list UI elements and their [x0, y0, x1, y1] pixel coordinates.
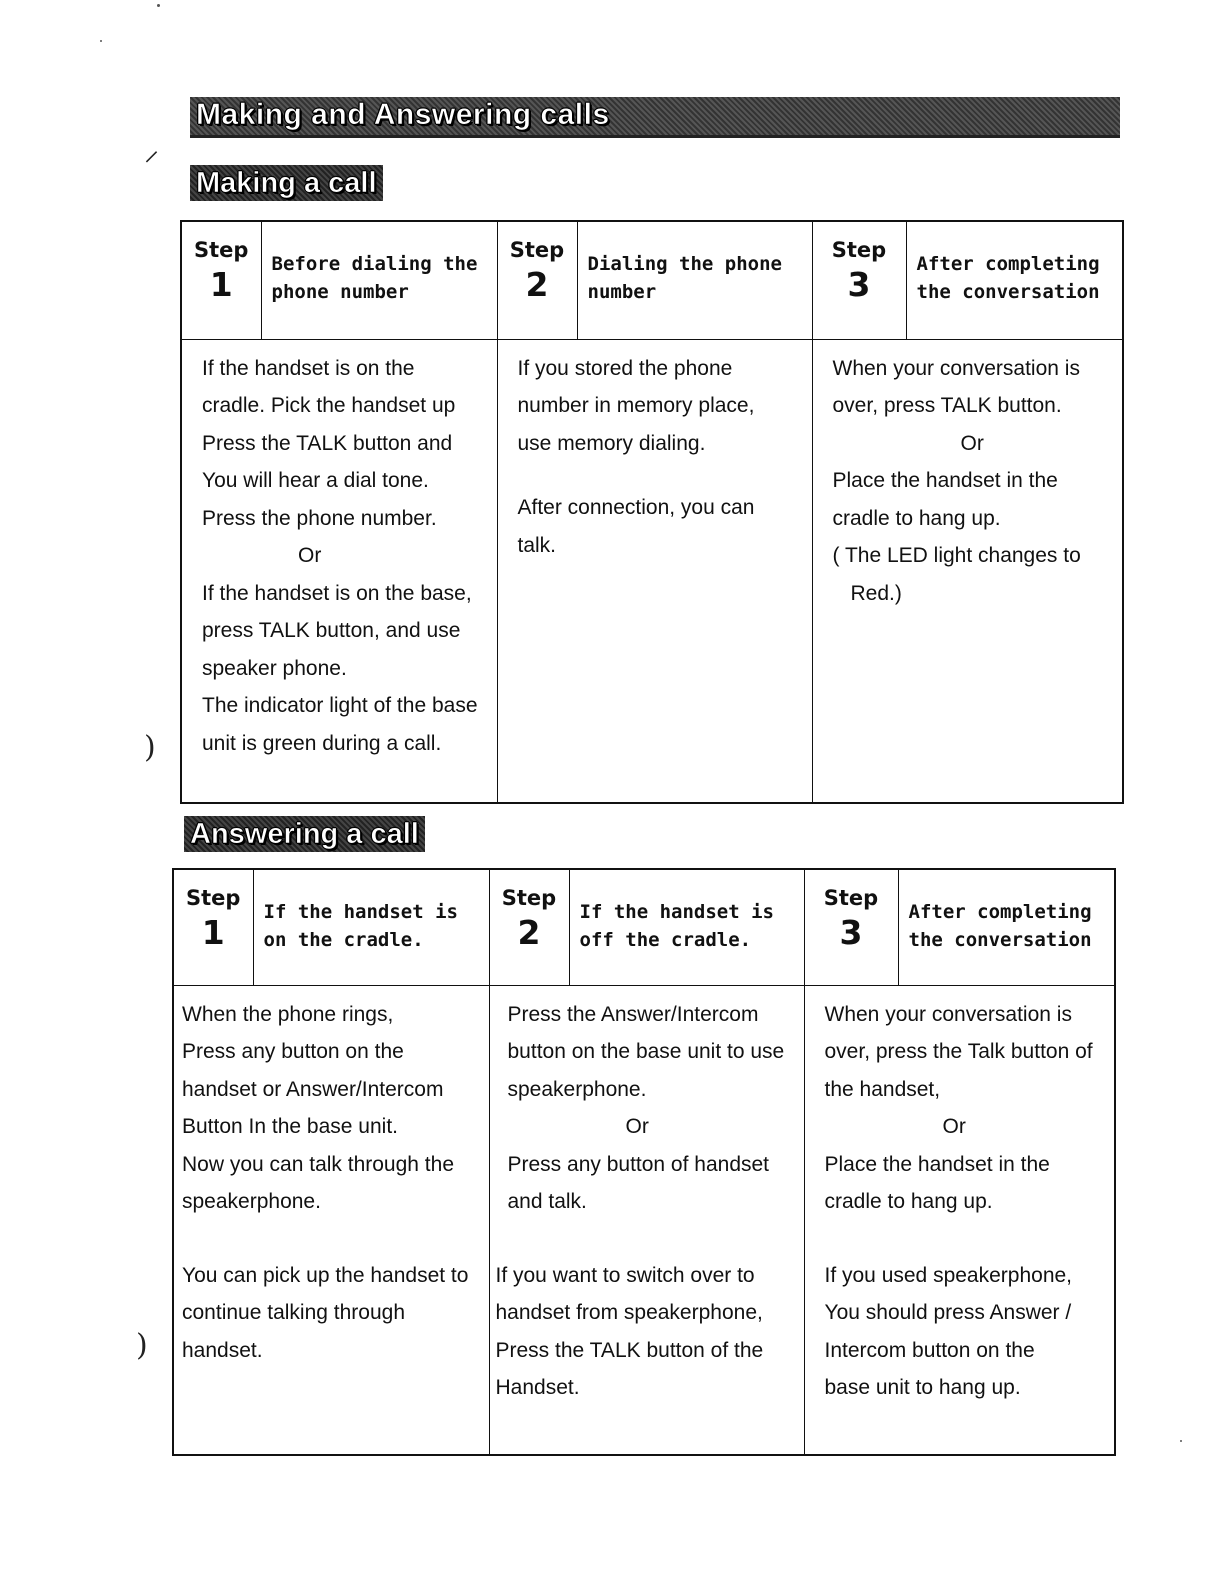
body-line: The indicator light of the base — [202, 694, 478, 717]
step-3-title: After completing the conversation — [898, 869, 1115, 985]
main-title: Making and Answering calls — [196, 98, 610, 131]
step-1-body — [181, 339, 497, 803]
body-line: handset. — [182, 1338, 263, 1362]
section-heading-making-call — [190, 165, 383, 201]
body-line: Press the Answer/Intercom — [507, 1002, 759, 1026]
body-line: handset from speakerphone, — [495, 1301, 763, 1324]
body-line: Button In the base unit. — [182, 1115, 398, 1138]
step-2-title: If the handset is off the cradle. — [569, 869, 804, 985]
step-1-title: Before dialing the phone number — [261, 221, 497, 339]
step-number: 3 — [847, 265, 871, 304]
body-line: handset or Answer/Intercom — [182, 1077, 444, 1101]
step-label: Step — [501, 886, 557, 910]
body-line: When your conversation is — [824, 1002, 1072, 1026]
step-2-body — [489, 985, 804, 1455]
spacer — [508, 1221, 796, 1257]
body-line: speakerphone. — [507, 1077, 647, 1101]
scan-speck — [100, 40, 102, 42]
step-1-title: If the handset is on the cradle. — [253, 869, 489, 985]
body-line: number in memory place, — [517, 394, 755, 417]
step-2-title: Dialing the phone number — [577, 221, 812, 339]
body-line: the handset, — [824, 1077, 941, 1101]
step-label: Step — [509, 238, 565, 262]
step-1-cell — [181, 221, 261, 339]
body-line: Place the handset in the — [824, 1152, 1050, 1176]
body-line: press TALK button, and use — [202, 619, 461, 642]
step-3-cell — [812, 221, 906, 339]
step-label: Step — [823, 886, 879, 910]
section-heading-answering-call — [184, 816, 425, 852]
body-line: over, press TALK button. — [832, 394, 1062, 417]
step-label: Step — [194, 238, 249, 262]
body-line: Press the TALK button and — [202, 431, 453, 455]
body-line: unit is green during a call. — [202, 731, 442, 755]
body-line: use memory dialing. — [517, 431, 706, 455]
margin-mark: ) — [144, 730, 156, 765]
body-line: and talk. — [507, 1190, 587, 1213]
step-label: Step — [186, 886, 241, 910]
step-1-cell — [173, 869, 253, 985]
step-body-row — [181, 339, 1123, 803]
spacer — [182, 1221, 481, 1257]
or-separator: Or — [625, 1115, 649, 1138]
step-number: 3 — [839, 913, 863, 952]
body-line: Handset. — [495, 1376, 580, 1399]
body-line: speaker phone. — [202, 656, 347, 680]
body-line: After connection, you can — [517, 496, 755, 519]
body-line: If the handset is on the — [202, 356, 415, 380]
body-line: Intercom button on the — [824, 1338, 1035, 1362]
margin-mark: ) — [136, 1328, 148, 1363]
body-line: speakerphone. — [182, 1190, 321, 1213]
body-line: You should press Answer / — [824, 1301, 1072, 1324]
step-3-cell — [804, 869, 898, 985]
body-line: ( The LED light changes to — [832, 544, 1081, 567]
body-line: Red.) — [850, 581, 902, 605]
spacer — [825, 1221, 1107, 1257]
body-line: You will hear a dial tone. — [202, 469, 429, 492]
margin-mark: ⸝ — [144, 133, 159, 168]
step-header-row — [181, 221, 1123, 339]
step-3-body — [812, 339, 1123, 803]
scan-speck — [157, 4, 160, 7]
body-line: Place the handset in the — [832, 469, 1058, 492]
body-line: Press the phone number. — [202, 506, 437, 530]
step-3-body — [804, 985, 1115, 1455]
main-title-banner — [190, 97, 1120, 138]
step-number: 1 — [209, 265, 233, 304]
body-line: If you stored the phone — [517, 356, 733, 380]
step-2-cell — [497, 221, 577, 339]
or-separator: Or — [960, 431, 984, 455]
body-line: If you want to switch over to — [495, 1263, 755, 1287]
body-line: When your conversation is — [832, 356, 1080, 380]
step-header-row — [173, 869, 1115, 985]
body-line: over, press the Talk button of — [824, 1040, 1093, 1063]
body-line: Press any button on the — [182, 1040, 404, 1063]
body-line: cradle to hang up. — [824, 1190, 993, 1213]
body-line: Now you can talk through the — [182, 1152, 454, 1176]
section-title: Making a call — [196, 167, 377, 199]
spacer — [518, 462, 804, 489]
step-number: 1 — [201, 913, 225, 952]
step-number: 2 — [525, 265, 549, 304]
step-1-body — [173, 985, 489, 1455]
scan-speck — [1180, 1440, 1182, 1442]
body-line: Press the TALK button of the — [495, 1338, 764, 1362]
or-separator: Or — [942, 1115, 966, 1138]
body-line: When the phone rings, — [182, 1002, 394, 1026]
step-label: Step — [831, 238, 887, 262]
body-line: talk. — [517, 533, 557, 557]
step-2-cell — [489, 869, 569, 985]
or-separator: Or — [298, 544, 322, 567]
step-2-body — [497, 339, 812, 803]
step-3-title: After completing the conversation — [906, 221, 1123, 339]
answering-call-table — [172, 868, 1116, 1456]
body-line: If the handset is on the base, — [202, 581, 472, 605]
body-line: You can pick up the handset to — [182, 1263, 469, 1287]
section-title: Answering a call — [190, 818, 419, 850]
body-line: If you used speakerphone, — [824, 1263, 1073, 1287]
making-call-table — [180, 220, 1124, 804]
body-line: cradle. Pick the handset up — [202, 394, 456, 417]
body-line: button on the base unit to use — [507, 1040, 785, 1063]
body-line: continue talking through — [182, 1301, 405, 1324]
body-line: Press any button of handset — [507, 1152, 770, 1176]
step-body-row — [173, 985, 1115, 1455]
step-number: 2 — [517, 913, 541, 952]
body-line: base unit to hang up. — [824, 1376, 1021, 1399]
body-line: cradle to hang up. — [832, 506, 1001, 530]
